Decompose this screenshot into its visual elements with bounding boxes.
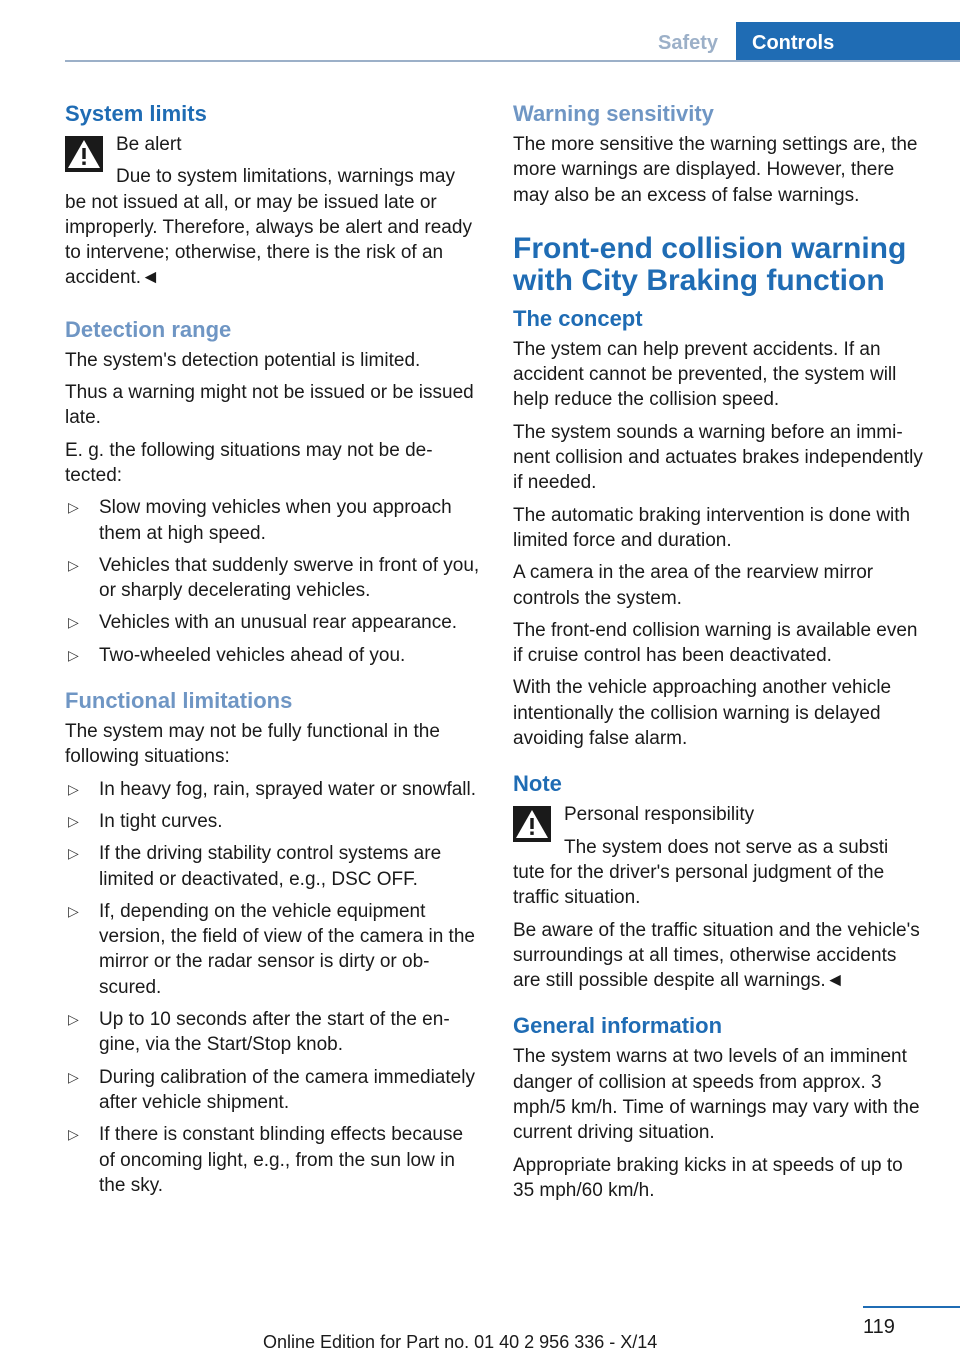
bullet-icon: ▷ xyxy=(68,646,79,663)
list-item: ▷ In tight curves. xyxy=(65,809,480,834)
sensitivity-text: The more sensitive the warning settings are, the more warnings are displayed. However, there may also be an excess of false warnings. xyxy=(513,134,918,206)
list-item: ▷ If there is constant blinding effects because of oncoming light, e.g., from the sun low in the sky. xyxy=(68,1124,464,1196)
note-text: Be aware of the traffic situation and the vehicle's surroundings at all times, otherwise accidents are still possible despite all warnings.◄ xyxy=(513,919,920,992)
page-header xyxy=(0,0,960,62)
left-column xyxy=(65,100,480,1205)
concept-text: The system sounds a warning before an imminent collision and actuates brakes independently if needed. xyxy=(513,421,923,494)
general-text: The system warns at two levels of an imminent danger of collision at speeds from approx. 3 mph/5 km/h. Time of warnings may vary with the current driving situation. xyxy=(513,1046,920,1144)
bullet-icon: ▷ xyxy=(68,1126,79,1143)
list-item: ▷ If, depending on the vehicle equipment version, the field of view of the camera in the mirror or the radar sensor is dirty or obscured. xyxy=(68,900,475,998)
list-item: ▷ If the driving stability control systems are limited or deactivated, e.g., DSC OFF. xyxy=(68,843,442,890)
concept-text: The ystem can help prevent accidents. If an accident cannot be prevented, the system will help reduce the collision speed. xyxy=(513,338,897,411)
bullet-icon: ▷ xyxy=(68,1011,79,1028)
bullet-icon: ▷ xyxy=(68,902,79,919)
bullet-icon: ▷ xyxy=(68,614,79,631)
warning-triangle-icon xyxy=(65,136,103,172)
warning-title: Personal responsibility xyxy=(564,804,755,826)
list-item: ▷ Vehicles with an unusual rear appearance. xyxy=(65,610,480,635)
warning-block xyxy=(513,802,928,860)
list-item: ▷ Vehicles that suddenly swerve in front of you, or sharply decelerating vehicles. xyxy=(68,554,480,602)
system-limits-heading: System limits xyxy=(65,101,207,126)
concept-text: A camera in the area of the rearview mirror controls the system. xyxy=(513,562,874,609)
page-number: 119 xyxy=(863,1316,895,1338)
general-information-heading: General information xyxy=(513,1013,723,1039)
concept-text: With the vehicle approaching another vehicle intentionally the collision warning is delayed avoiding false alarm. xyxy=(513,677,892,750)
detection-text: E. g. the following situations may not be detected: xyxy=(65,439,433,486)
functional-limitations-heading: Functional limitations xyxy=(65,688,293,714)
list-item: ▷ Up to 10 seconds after the start of the engine, via the Start/Stop knob. xyxy=(68,1009,450,1056)
concept-text: The front-end collision warning is available even if cruise control has been deactivated. xyxy=(513,619,918,667)
header-divider xyxy=(65,60,960,62)
general-text: Appropriate braking kicks in at speeds of up to 35 mph/60 km/h. xyxy=(513,1154,903,1201)
bullet-icon: ▷ xyxy=(68,845,79,862)
warning-sensitivity-heading: Warning sensitivity xyxy=(513,101,714,126)
warning-block xyxy=(65,132,480,190)
warning-line: Due to system limitations, warnings may xyxy=(116,166,455,188)
warning-title: Be alert xyxy=(116,134,182,155)
bullet-icon: ▷ xyxy=(68,499,79,516)
list-item: ▷ Slow moving vehicles when you approach them at high speed. xyxy=(68,497,452,544)
right-column xyxy=(513,100,928,1210)
warning-text: be not issued at all, or may be issued late or improperly. Therefore, always be alert and ready to intervene; otherwise, there is the risk of an accident.◄ xyxy=(65,191,472,289)
functional-text: The system may not be fully functional in the following situations: xyxy=(65,721,440,768)
list-item: ▷ In heavy fog, rain, sprayed water or snowfall. xyxy=(65,777,480,802)
note-heading: Note xyxy=(513,771,562,797)
concept-heading: The concept xyxy=(513,305,643,331)
list-item: ▷ Two-wheeled vehicles ahead of you. xyxy=(65,643,480,668)
detection-text: The system's detection potential is limited. xyxy=(65,349,421,371)
detection-list xyxy=(65,495,480,668)
functional-list xyxy=(65,777,480,1198)
bullet-icon: ▷ xyxy=(68,812,79,829)
footer-divider xyxy=(863,1306,960,1308)
tab-controls[interactable]: Controls xyxy=(736,22,960,62)
concept-text: The automatic braking intervention is done with limited force and duration. xyxy=(513,504,911,551)
bullet-icon: ▷ xyxy=(68,556,79,573)
bullet-icon: ▷ xyxy=(68,780,79,797)
bullet-icon: ▷ xyxy=(68,1068,79,1085)
list-item: ▷ During calibration of the camera immediately after vehicle shipment. xyxy=(68,1066,475,1113)
edition-note: Online Edition for Part no. 01 40 2 956 336 - X/14 xyxy=(263,1332,658,1352)
warning-line: The system does not serve as a substi xyxy=(564,836,889,858)
section-title: Front-end collision warning with City Braking function xyxy=(513,231,907,297)
detection-text: Thus a warning might not be issued or be issued late. xyxy=(65,382,474,429)
warning-triangle-icon xyxy=(513,806,551,842)
warning-text: tute for the driver's personal judgment of the traffic situation. xyxy=(513,861,885,909)
detection-range-heading: Detection range xyxy=(65,316,232,342)
tab-safety[interactable]: Safety xyxy=(657,32,719,54)
